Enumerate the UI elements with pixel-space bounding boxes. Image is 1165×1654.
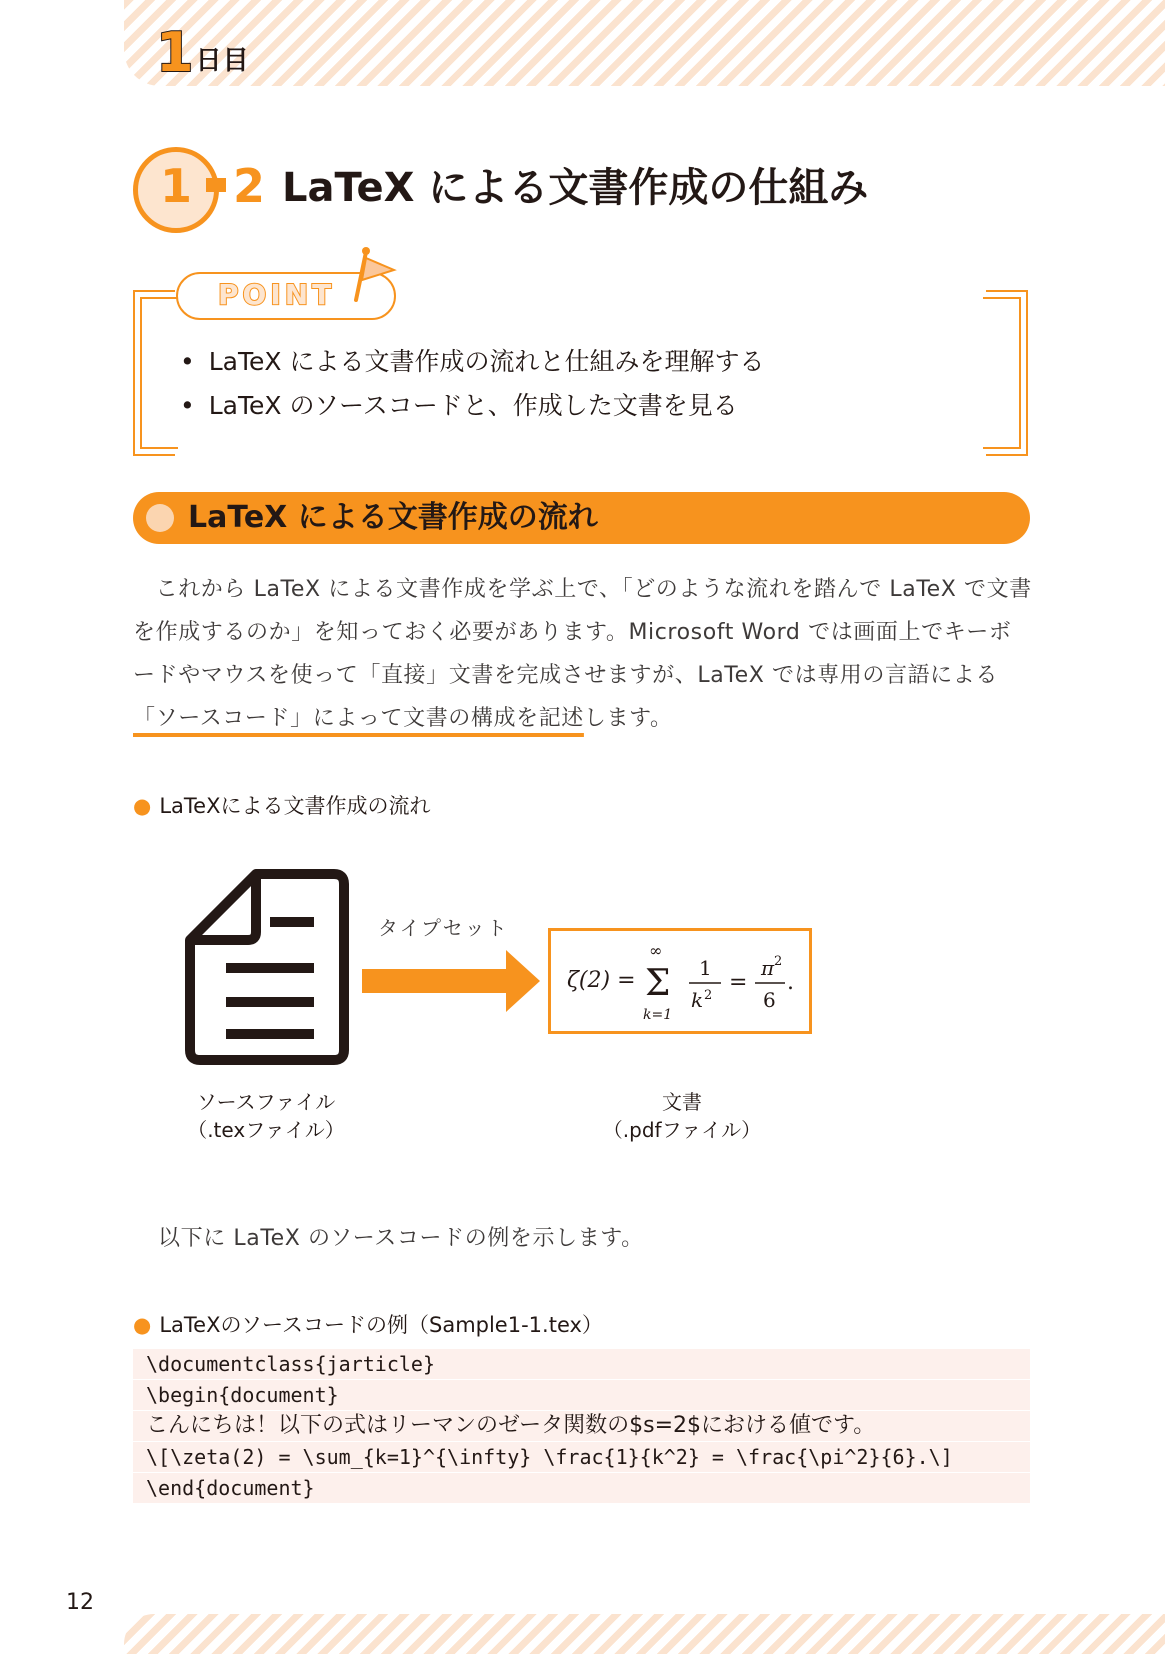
point-list: [180, 340, 764, 428]
figure-caption: ● LaTeXによる文書作成の流れ: [133, 794, 431, 818]
paragraph-lead: これから LaTeX による文書作成を学ぶ上で、「どのような流れを踏んで LaTeX で文書を作成するのか」を知っておく必要があります。Microsoft Word では画面上でキーボードやマウスを使って「直接」文書を完成させますが、LaTeX では専用の言語による: [133, 577, 1032, 688]
section-number-dash: [206, 178, 226, 192]
svg-text:2: 2: [704, 988, 713, 1003]
svg-text:k: k: [691, 988, 704, 1012]
code-line: \begin{document}: [133, 1380, 1030, 1411]
bullet-icon: ●: [133, 794, 152, 818]
page-number: 12: [66, 1590, 94, 1615]
body-paragraph: [133, 568, 1033, 740]
svg-text:6: 6: [763, 988, 776, 1012]
section-title: LaTeX による文書作成の仕組み: [282, 165, 869, 211]
typeset-label: タイプセット: [378, 916, 509, 940]
point-item: • LaTeX のソースコードと、作成した文書を見る: [180, 384, 764, 428]
day-number: 1: [156, 21, 194, 84]
footer-stripe-band: [124, 1614, 1165, 1654]
point-box-left-bracket: [133, 290, 175, 456]
svg-text:1: 1: [699, 956, 712, 980]
equation-box: [548, 928, 812, 1034]
header-stripe-band: [124, 0, 1165, 86]
source-file-label: ソースファイル （.texファイル）: [187, 1090, 345, 1142]
paragraph-tail: します。: [583, 706, 673, 731]
day-tag: [156, 21, 250, 84]
code-line: \documentclass{jarticle}: [133, 1349, 1030, 1380]
section-number-major: 1: [160, 159, 193, 213]
code-block: [133, 1349, 1030, 1504]
zeta-equation: [551, 931, 809, 1031]
point-item: • LaTeX による文書作成の流れと仕組みを理解する: [180, 340, 764, 384]
output-file-label: 文書 （.pdfファイル）: [602, 1090, 762, 1142]
point-label: POINT: [218, 278, 336, 311]
svg-text:∞: ∞: [649, 941, 663, 960]
document-file-icon: [184, 868, 350, 1066]
code-line: こんにちは！以下の式はリーマンのゼータ関数の$s=2$における値です。: [133, 1411, 1030, 1442]
day-unit: 日目: [195, 46, 250, 76]
code-line: \[\zeta(2) = \sum_{k=1}^{\infty} \frac{1}{k^2} = \frac{\pi^2}{6}.\]: [133, 1442, 1030, 1473]
svg-text:π: π: [761, 956, 775, 980]
subsection-dot-icon: [146, 504, 174, 532]
section-number-minor: 2: [233, 159, 266, 213]
code-line: \end{document}: [133, 1473, 1030, 1504]
point-box-right-bracket: [986, 290, 1028, 456]
paragraph-emphasis: 「ソースコード」によって文書の構成を記述: [133, 706, 584, 731]
svg-text:Σ: Σ: [645, 963, 671, 1004]
svg-text:2: 2: [774, 954, 783, 969]
subsection-title: LaTeX による文書作成の流れ: [188, 500, 598, 535]
body-paragraph-2: 以下に LaTeX のソースコードの例を示します。: [158, 1226, 644, 1251]
code-caption: ● LaTeXのソースコードの例（Sample1-1.tex）: [133, 1313, 603, 1337]
bullet-icon: ●: [133, 1313, 152, 1337]
flag-icon: [354, 246, 398, 304]
svg-text:.: .: [787, 970, 794, 995]
svg-text:k=1: k=1: [643, 1007, 673, 1023]
svg-text:=: =: [729, 970, 748, 995]
arrow-right-icon: [362, 948, 542, 1014]
svg-text:ζ(2) =: ζ(2) =: [567, 968, 636, 993]
